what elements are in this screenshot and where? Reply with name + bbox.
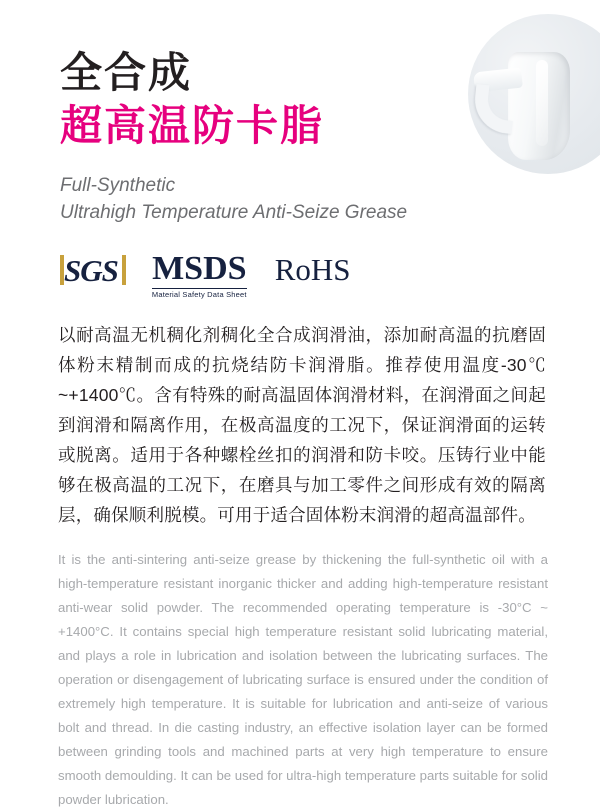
msds-logo-text: MSDS <box>152 250 247 287</box>
msds-logo <box>152 252 247 299</box>
sgs-logo-text: SGS <box>64 253 118 288</box>
page-title-chinese-secondary: 超高温防卡脂 <box>60 102 325 149</box>
sgs-left-bar-icon <box>60 255 64 285</box>
cartridge-highlight <box>536 60 548 146</box>
description-english: It is the anti-sintering anti-seize grease by thickening the full-synthetic oil with a high-temperature resistant inorganic thicker and adding high-temperature resistant anti-wear solid powder. The recommended operating temperature is -30°C ~ +1400°C. It contains special high temperature resistant solid lubricating material, and plays a role in lubrication and isolation between the lubricating surfaces. The operation or disengagement of lubricating surface is ensured under the condition of extremely high temperature. It is suitable for lubrication and anti-seize of various bolt and thread. In die casting industry, an effective isolation layer can be formed between grinding tools and machined parts at very high temperature to ensure smooth demoulding. It can be used for ultra-high temperature parts suitable for solid powder lubrication. <box>58 552 548 807</box>
sgs-logo <box>62 252 124 290</box>
page-subtitle-english <box>60 172 480 226</box>
description-chinese: 以耐高温无机稠化剂稠化全合成润滑油，添加耐高温的抗磨固体粉末精制而成的抗烧结防卡润滑脂。推荐使用温度-30℃ ~+1400℃。含有特殊的耐高温固体润滑材料，在润滑面之间起到润滑和隔离作用，在极高温度的工况下，保证润滑面的运转或脱离。适用于各种螺栓丝扣的润滑和防卡咬。压铸行业中能够在极高温的工况下，在磨具与加工零件之间形成有效的隔离层，确保顺利脱模。可用于适合固体粉末润滑的超高温部件。 <box>58 325 546 525</box>
subtitle-line-2: Ultrahigh Temperature Anti-Seize Grease <box>60 202 408 223</box>
msds-logo-subtitle: Material Safety Data Sheet <box>151 290 247 299</box>
sgs-right-bar-icon <box>122 255 126 285</box>
rohs-logo: RoHS <box>274 252 351 287</box>
page-title-chinese-primary: 全合成 <box>60 49 193 96</box>
subtitle-line-1: Full-Synthetic <box>60 175 176 196</box>
certification-logo-row <box>62 252 542 304</box>
page-title-block <box>60 48 480 226</box>
